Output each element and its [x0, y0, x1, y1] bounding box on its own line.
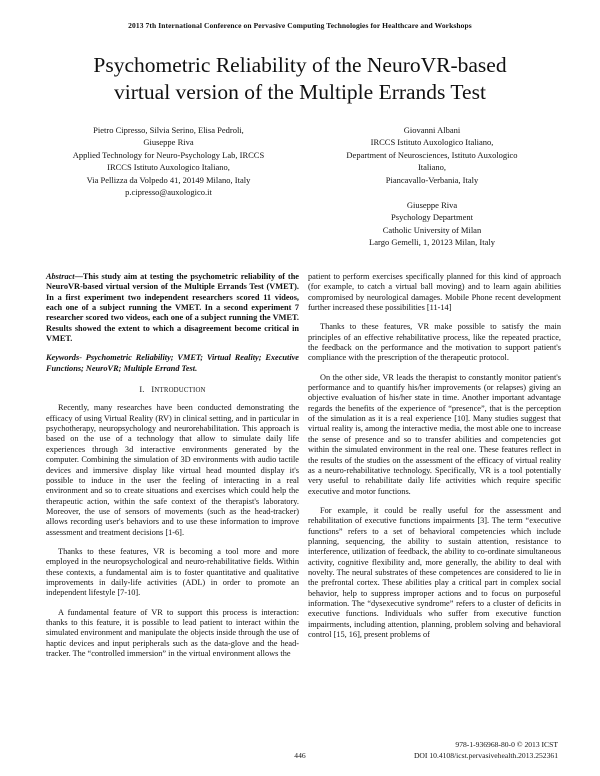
affiliation-line: Psychology Department — [391, 212, 473, 223]
address-line: Piancavallo-Verbania, Italy — [385, 174, 479, 185]
page-number: 446 — [294, 751, 306, 760]
email-line: p.cipresso@auxologico.it — [125, 187, 212, 198]
author-line: Giuseppe Riva — [406, 200, 458, 211]
abstract — [46, 272, 299, 344]
doi-line: DOI 10.4108/icst.pervasivehealth.2013.252361 — [413, 750, 558, 760]
abstract-text: —This study aim at testing the psychometric reliability of the NeuroVR-based virtual version of the Multiple Errands Test (VMET). In a first experiment two independent researchers scored 11 videos, each one of a subject running the VMET. In a second experiment 7 researcher scored two videos, each one of a subject running the VMET. Results showed the extent to which a disagreement become critical in VMET. — [46, 272, 299, 344]
paragraph: On the other side, VR leads the therapist to constantly monitor patient's performance and to quantify his/her improvements (or relapses) giving an objective evaluation of his/her state in time. Another important advantage regards the benefits of the experience of “presence”, that is the perception of the simulation as it is a real experience [10]. Many studies suggest that virtual reality is, among the interactive media, the most able one to increase the sense of presence and so to transfer abilities and competencies got within the simulated environment in the real one. These features reflect in the results of the studies on the assessment of the efficacy of virtual reality as a neuro-rehabilitative technology. Specifically, VR is a tool potentially very useful to rehabilitate daily life activities which require specific executive and motor functions. — [308, 372, 561, 496]
author-line: Giuseppe Riva — [143, 137, 194, 148]
affiliation-line: Catholic University of Milan — [382, 224, 482, 235]
isbn-line: 978-1-936968-80-0 © 2013 ICST — [455, 740, 558, 749]
address-line: Via Pellizza da Volpedo 41, 20149 Milano, Italy — [86, 174, 251, 185]
paragraph: Thanks to these features, VR make possible to satisfy the main principles of an effective rehabilitative process, like the repeated practice, the feedback on the performance and the motivation to support patient's compliance with the prescription of the therapeutic protocol. — [308, 322, 561, 363]
affiliation-line: Italiano, — [417, 162, 447, 173]
paragraph: Recently, many researches have been conducted demonstrating the efficacy of using Virtual Reality (RV) in clinical setting, and in particular in psychotherapy, neuropsychology and neurorehabilitation. This approach is based on the use of a technology that allow to simulate daily life experiences through 3d interactive environments generated by the computer. Combining the simulation of 3D environments with audio tactile devices and immersive display like virtual head mounted display it's possible to induce in the user the feeling of interacting in a real environment and so to create situations and exercises which could help the therapeutic action, within the safe context of the therapist's laboratory. Moreover, the use of sensors of movements (such as the head-tracker) allows recording user's behaviors and to use these information to improve assessment and treatment decisions [1-6]. — [46, 403, 299, 537]
address-line: Largo Gemelli, 1, 20123 Milan, Italy — [369, 237, 495, 248]
section-heading-introduction — [46, 385, 299, 396]
left-column — [46, 272, 299, 668]
conference-header: 2013 7th International Conference on Pervasive Computing Technologies for Healthcare and Workshops — [128, 21, 472, 30]
keywords: Keywords- Psychometric Reliability; VMET; Virtual Reality; Executive Functions; NeuroVR; Multiple Errand Test. — [46, 353, 299, 373]
paragraph: Thanks to these features, VR is becoming a tool more and more employed in the neuropsychological and neuro-rehabilitative fields. Within these contexts, a fundamental aim is to foster quantitative and qualitative improvements in daily-life activities (ADL) in order to promote an independent lifestyle [7-10]. — [46, 546, 299, 598]
abstract-lead: Abstract — [46, 272, 75, 281]
paragraph: A fundamental feature of VR to support this process is interaction: thanks to this feature, it is possible to lead patient to interact within the simulated environment and manipulate the objects inside through the use of haptic devices and input peripherals such as the data-glove and the head-tracker. The “controlled immersion” in the virtual environment allows the — [46, 607, 299, 658]
author-line: Pietro Cipresso, Silvia Serino, Elisa Pedroli, — [93, 125, 244, 135]
affiliation-line: Department of Neurosciences, Istituto Auxologico — [346, 149, 518, 160]
author-block-left — [46, 124, 291, 198]
section-title-rest: NTRODUCTION — [154, 387, 206, 395]
section-number: I. — [139, 385, 145, 395]
affiliation-line: IRCCS Istituto Auxologico Italiano, — [370, 137, 494, 148]
author-spacer — [303, 186, 561, 199]
author-line: Giovanni Albani — [403, 125, 461, 135]
title-line-2: virtual version of the Multiple Errands Test — [114, 80, 486, 104]
section-title-initial: I — [151, 385, 155, 395]
paragraph: For example, it could be really useful for the assessment and rehabilitation of executive functions impairments [3]. The term “executive functions” refers to a set of behavioral competencies which include planning, sequencing, the ability to sustain attention, resistance to interference, utilization of feedback, the ability to co-ordinate simultaneous activity, cognitive flexibility and, more generally, the ability to deal with novelty. The neural substrates of these competences are considered to lie in the prefrontal cortex. These abilities play a critical part in complex social behavior, help to suppress improper actions and to focus on purposeful information. The “dysexecutive syndrome” refers to a cluster of deficits in executive functions. Individuals who suffer from executive function impairments, including attention, planning, problem solving and behavioral control [15, 16], present problems of — [308, 505, 561, 639]
right-column — [308, 272, 561, 649]
title-line-1: Psychometric Reliability of the NeuroVR-based — [93, 53, 507, 77]
affiliation-line: Applied Technology for Neuro-Psychology Lab, IRCCS — [72, 149, 265, 160]
author-block-right — [303, 124, 561, 249]
paper-title — [40, 52, 560, 106]
paragraph: patient to perform exercises specifically planned for this kind of approach (for example, to catch a virtual ball moving) and to learn again abilities compromised by neurological damages. Mobile Phone recent development further increased these possibilities [11-14] — [308, 272, 561, 313]
affiliation-line: IRCCS Istituto Auxologico Italiano, — [107, 162, 230, 173]
